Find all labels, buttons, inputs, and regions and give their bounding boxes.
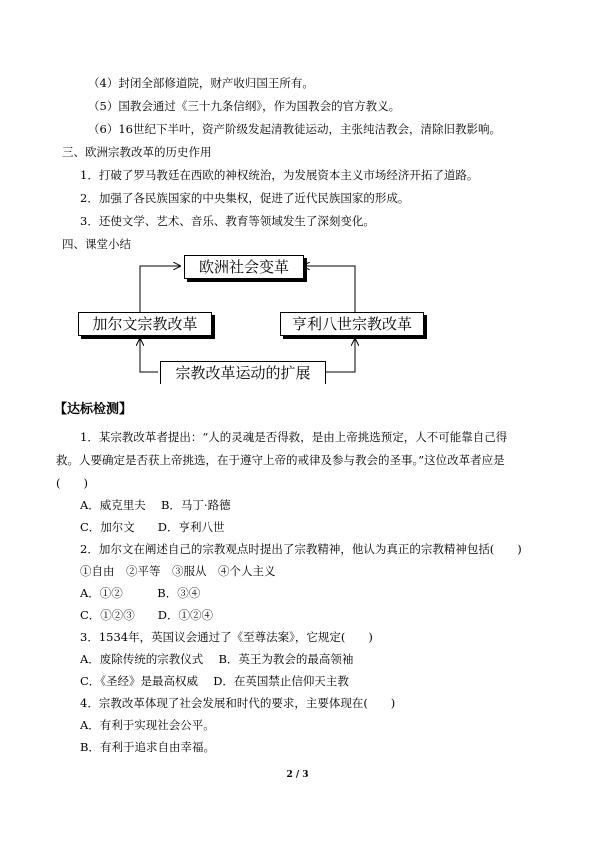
q1-options-ab: A．威克里夫 B．马丁·路德 (80, 498, 231, 512)
q2-stem: 2．加尔文在阐述自己的宗教观点时提出了宗教精神，他认为真正的宗教精神包括( ) (80, 542, 522, 556)
q1-line-2: 救。人要确定是否获上帝挑选，在于遵守上帝的戒律及参与教会的圣事。”这位改革者应是 (56, 453, 505, 467)
effect-1: 1．打破了罗马教廷在西欧的神权统治，为发展资本主义市场经济开拓了道路。 (80, 168, 479, 182)
effect-3: 3．还使文学、艺术、音乐、教育等领域发生了深刻变化。 (80, 214, 375, 228)
q4-option-a: A．有利于实现社会公平。 (80, 718, 215, 732)
page-number: 2 / 3 (286, 770, 309, 780)
section-3-title: 三、欧洲宗教改革的历史作用 (62, 145, 212, 159)
box-henry-reform: 亨利八世宗教改革 (280, 312, 424, 336)
q2-options-cd: C．①②③ D．①②④ (80, 608, 214, 622)
item-6: （6）16世纪下半叶，资产阶级发起清教徒运动，主张纯洁教会，清除旧教影响。 (88, 122, 501, 136)
test-heading: 【达标检测】 (54, 402, 133, 417)
q3-stem: 3．1534年，英国议会通过了《至尊法案》，它规定( ) (80, 630, 373, 644)
item-5: （5）国教会通过《三十九条信纲》，作为国教会的官方教义。 (88, 99, 401, 113)
q3-options-ab: A．废除传统的宗教仪式 B．英王为教会的最高领袖 (80, 652, 354, 666)
effect-2: 2．加强了各民族国家的中央集权，促进了近代民族国家的形成。 (80, 191, 410, 205)
section-4-title: 四、课堂小结 (62, 237, 131, 251)
box-european-change: 欧洲社会变革 (184, 255, 304, 279)
q2-options-ab: A．①② B．③④ (80, 586, 201, 600)
box-calvin-reform: 加尔文宗教改革 (78, 312, 212, 336)
q1-options-cd: C．加尔文 D．亨利八世 (80, 520, 225, 534)
q3-options-cd: C．《圣经》是最高权威 D．在英国禁止信仰天主教 (80, 674, 349, 688)
q1-line-1: 1．某宗教改革者提出：“人的灵魂是否得救，是由上帝挑选预定，人不可能靠自己得 (80, 430, 508, 444)
q4-option-b: B．有利于追求自由幸福。 (80, 740, 215, 754)
item-4: （4）封闭全部修道院，财产收归国王所有。 (88, 76, 314, 90)
box-reform-spread: 宗教改革运动的扩展 (160, 361, 326, 384)
q4-stem: 4．宗教改革体现了社会发展和时代的要求，主要体现在( ) (80, 696, 396, 710)
q1-line-3: ( ) (56, 476, 88, 490)
q2-items: ①自由 ②平等 ③服从 ④个人主义 (80, 564, 276, 578)
